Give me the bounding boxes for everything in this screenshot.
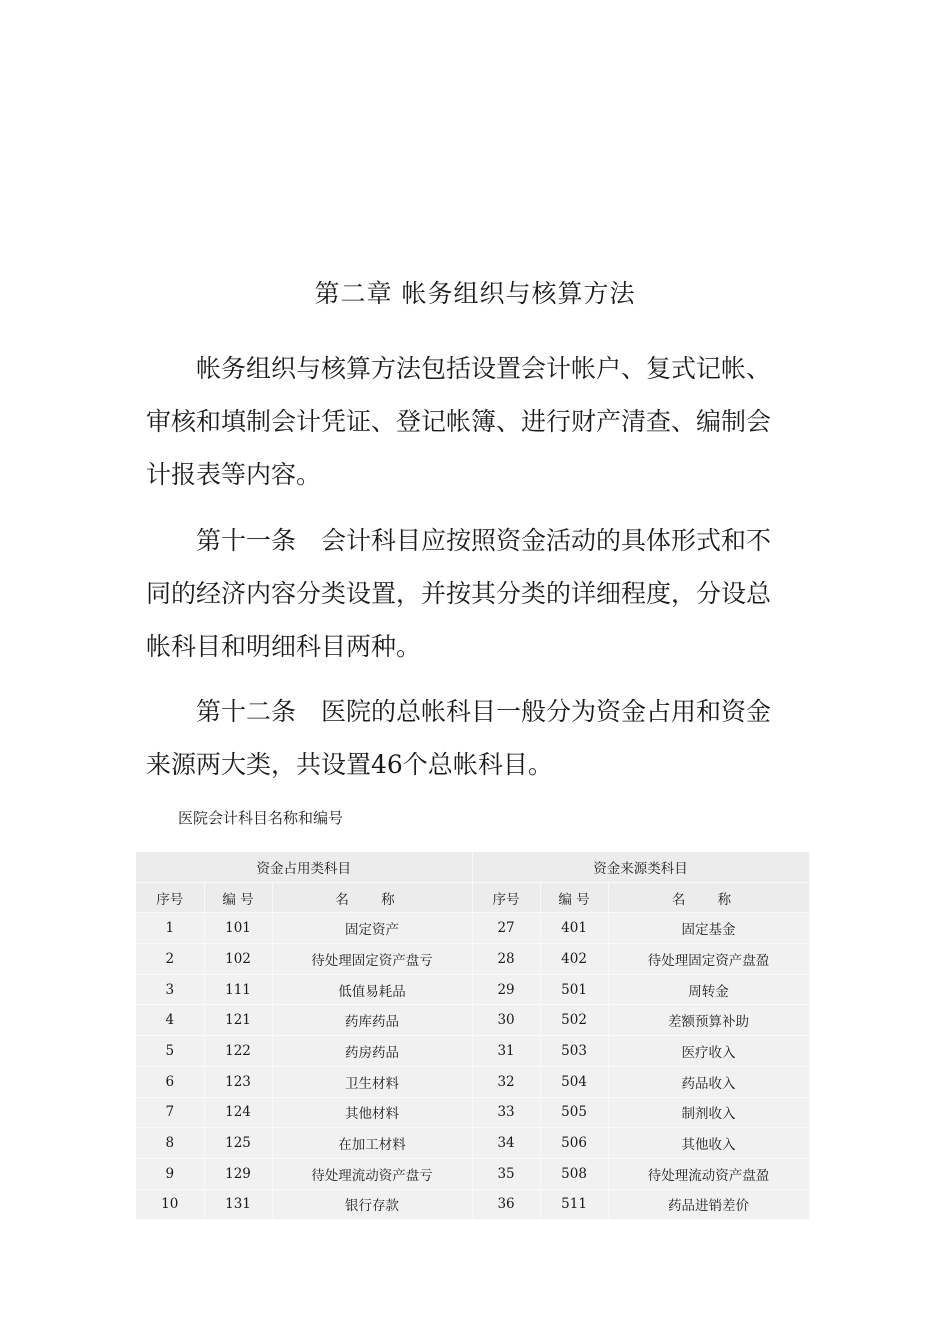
table-cell: 27 — [472, 913, 540, 944]
table-cell: 10 — [136, 1189, 204, 1220]
table-cell: 30 — [472, 1005, 540, 1036]
table-cell: 待处理固定资产盘亏 — [272, 944, 472, 975]
table-cell: 111 — [204, 974, 272, 1005]
table-cell: 9 — [136, 1158, 204, 1189]
table-row — [136, 1036, 809, 1067]
table-cell: 其他材料 — [272, 1097, 472, 1128]
chapter-title: 第二章 帐务组织与核算方法 — [314, 279, 636, 308]
table-cell: 5 — [136, 1036, 204, 1067]
table-cell: 固定资产 — [272, 913, 472, 944]
table-cell: 3 — [136, 974, 204, 1005]
table-cell: 503 — [540, 1036, 608, 1067]
table-cell: 药品收入 — [608, 1066, 809, 1097]
group-header-right: 资金来源类科目 — [472, 852, 809, 882]
table-cell: 差额预算补助 — [608, 1005, 809, 1036]
table-cell: 33 — [472, 1097, 540, 1128]
table-cell: 待处理固定资产盘盈 — [608, 944, 809, 975]
table-cell: 131 — [204, 1189, 272, 1220]
column-header: 名 称 — [608, 882, 809, 913]
accounts-table — [136, 852, 810, 1220]
paragraph-intro-text: 帐务组织与核算方法包括设置会计帐户、复式记帐、审核和填制会计凭证、登记帐簿、进行财产清查、编制会计报表等内容。 — [146, 354, 772, 489]
column-header: 序号 — [472, 882, 540, 913]
table-cell: 102 — [204, 944, 272, 975]
table-cell: 122 — [204, 1036, 272, 1067]
table-row — [136, 1097, 809, 1128]
table-row — [136, 1158, 809, 1189]
table-cell: 511 — [540, 1189, 608, 1220]
table-cell: 制剂收入 — [608, 1097, 809, 1128]
table-cell: 28 — [472, 944, 540, 975]
table-cell: 固定基金 — [608, 913, 809, 944]
table-row — [136, 1128, 809, 1159]
table-body — [136, 913, 809, 1220]
table-cell: 1 — [136, 913, 204, 944]
table-cell: 35 — [472, 1158, 540, 1189]
table-cell: 502 — [540, 1005, 608, 1036]
table-cell: 31 — [472, 1036, 540, 1067]
table-cell: 药库药品 — [272, 1005, 472, 1036]
paragraph-intro — [146, 342, 786, 501]
table-cell: 508 — [540, 1158, 608, 1189]
table-row — [136, 944, 809, 975]
paragraph-article-12 — [146, 685, 786, 791]
table-row — [136, 1066, 809, 1097]
table-cell: 125 — [204, 1128, 272, 1159]
table-caption: 医院会计科目名称和编号 — [178, 809, 344, 827]
table-cell: 4 — [136, 1005, 204, 1036]
table-row — [136, 913, 809, 944]
table-cell: 周转金 — [608, 974, 809, 1005]
table-cell: 506 — [540, 1128, 608, 1159]
table-cell: 501 — [540, 974, 608, 1005]
table-cell: 在加工材料 — [272, 1128, 472, 1159]
table-cell: 待处理流动资产盘亏 — [272, 1158, 472, 1189]
table-cell: 药房药品 — [272, 1036, 472, 1067]
table-cell: 34 — [472, 1128, 540, 1159]
table-cell: 101 — [204, 913, 272, 944]
table-cell: 7 — [136, 1097, 204, 1128]
table-cell: 121 — [204, 1005, 272, 1036]
table-cell: 29 — [472, 974, 540, 1005]
paragraph-article-11-text: 第十一条 会计科目应按照资金活动的具体形式和不同的经济内容分类设置，并按其分类的详细程度，分设总帐科目和明细科目两种。 — [146, 526, 772, 661]
table-group-header-row — [136, 852, 809, 882]
table-cell: 6 — [136, 1066, 204, 1097]
table-cell: 123 — [204, 1066, 272, 1097]
group-header-left: 资金占用类科目 — [136, 852, 472, 882]
table-cell: 药品进销差价 — [608, 1189, 809, 1220]
table-cell: 124 — [204, 1097, 272, 1128]
table-cell: 401 — [540, 913, 608, 944]
table-row — [136, 974, 809, 1005]
table-cell: 8 — [136, 1128, 204, 1159]
table-cell: 低值易耗品 — [272, 974, 472, 1005]
table-cell: 402 — [540, 944, 608, 975]
table-row — [136, 1005, 809, 1036]
column-header: 序号 — [136, 882, 204, 913]
table-cell: 36 — [472, 1189, 540, 1220]
table-row — [136, 1189, 809, 1220]
table-column-header-row — [136, 882, 809, 913]
table-cell: 505 — [540, 1097, 608, 1128]
table-cell: 卫生材料 — [272, 1066, 472, 1097]
table-cell: 504 — [540, 1066, 608, 1097]
table-cell: 32 — [472, 1066, 540, 1097]
paragraph-article-12-text: 第十二条 医院的总帐科目一般分为资金占用和资金来源两大类，共设置46个总帐科目。 — [146, 697, 772, 779]
table-cell: 其他收入 — [608, 1128, 809, 1159]
table-cell: 医疗收入 — [608, 1036, 809, 1067]
column-header: 编 号 — [204, 882, 272, 913]
table-cell: 129 — [204, 1158, 272, 1189]
column-header: 编 号 — [540, 882, 608, 913]
column-header: 名 称 — [272, 882, 472, 913]
table-cell: 2 — [136, 944, 204, 975]
table-cell: 待处理流动资产盘盈 — [608, 1158, 809, 1189]
table-cell: 银行存款 — [272, 1189, 472, 1220]
paragraph-article-11 — [146, 514, 786, 673]
